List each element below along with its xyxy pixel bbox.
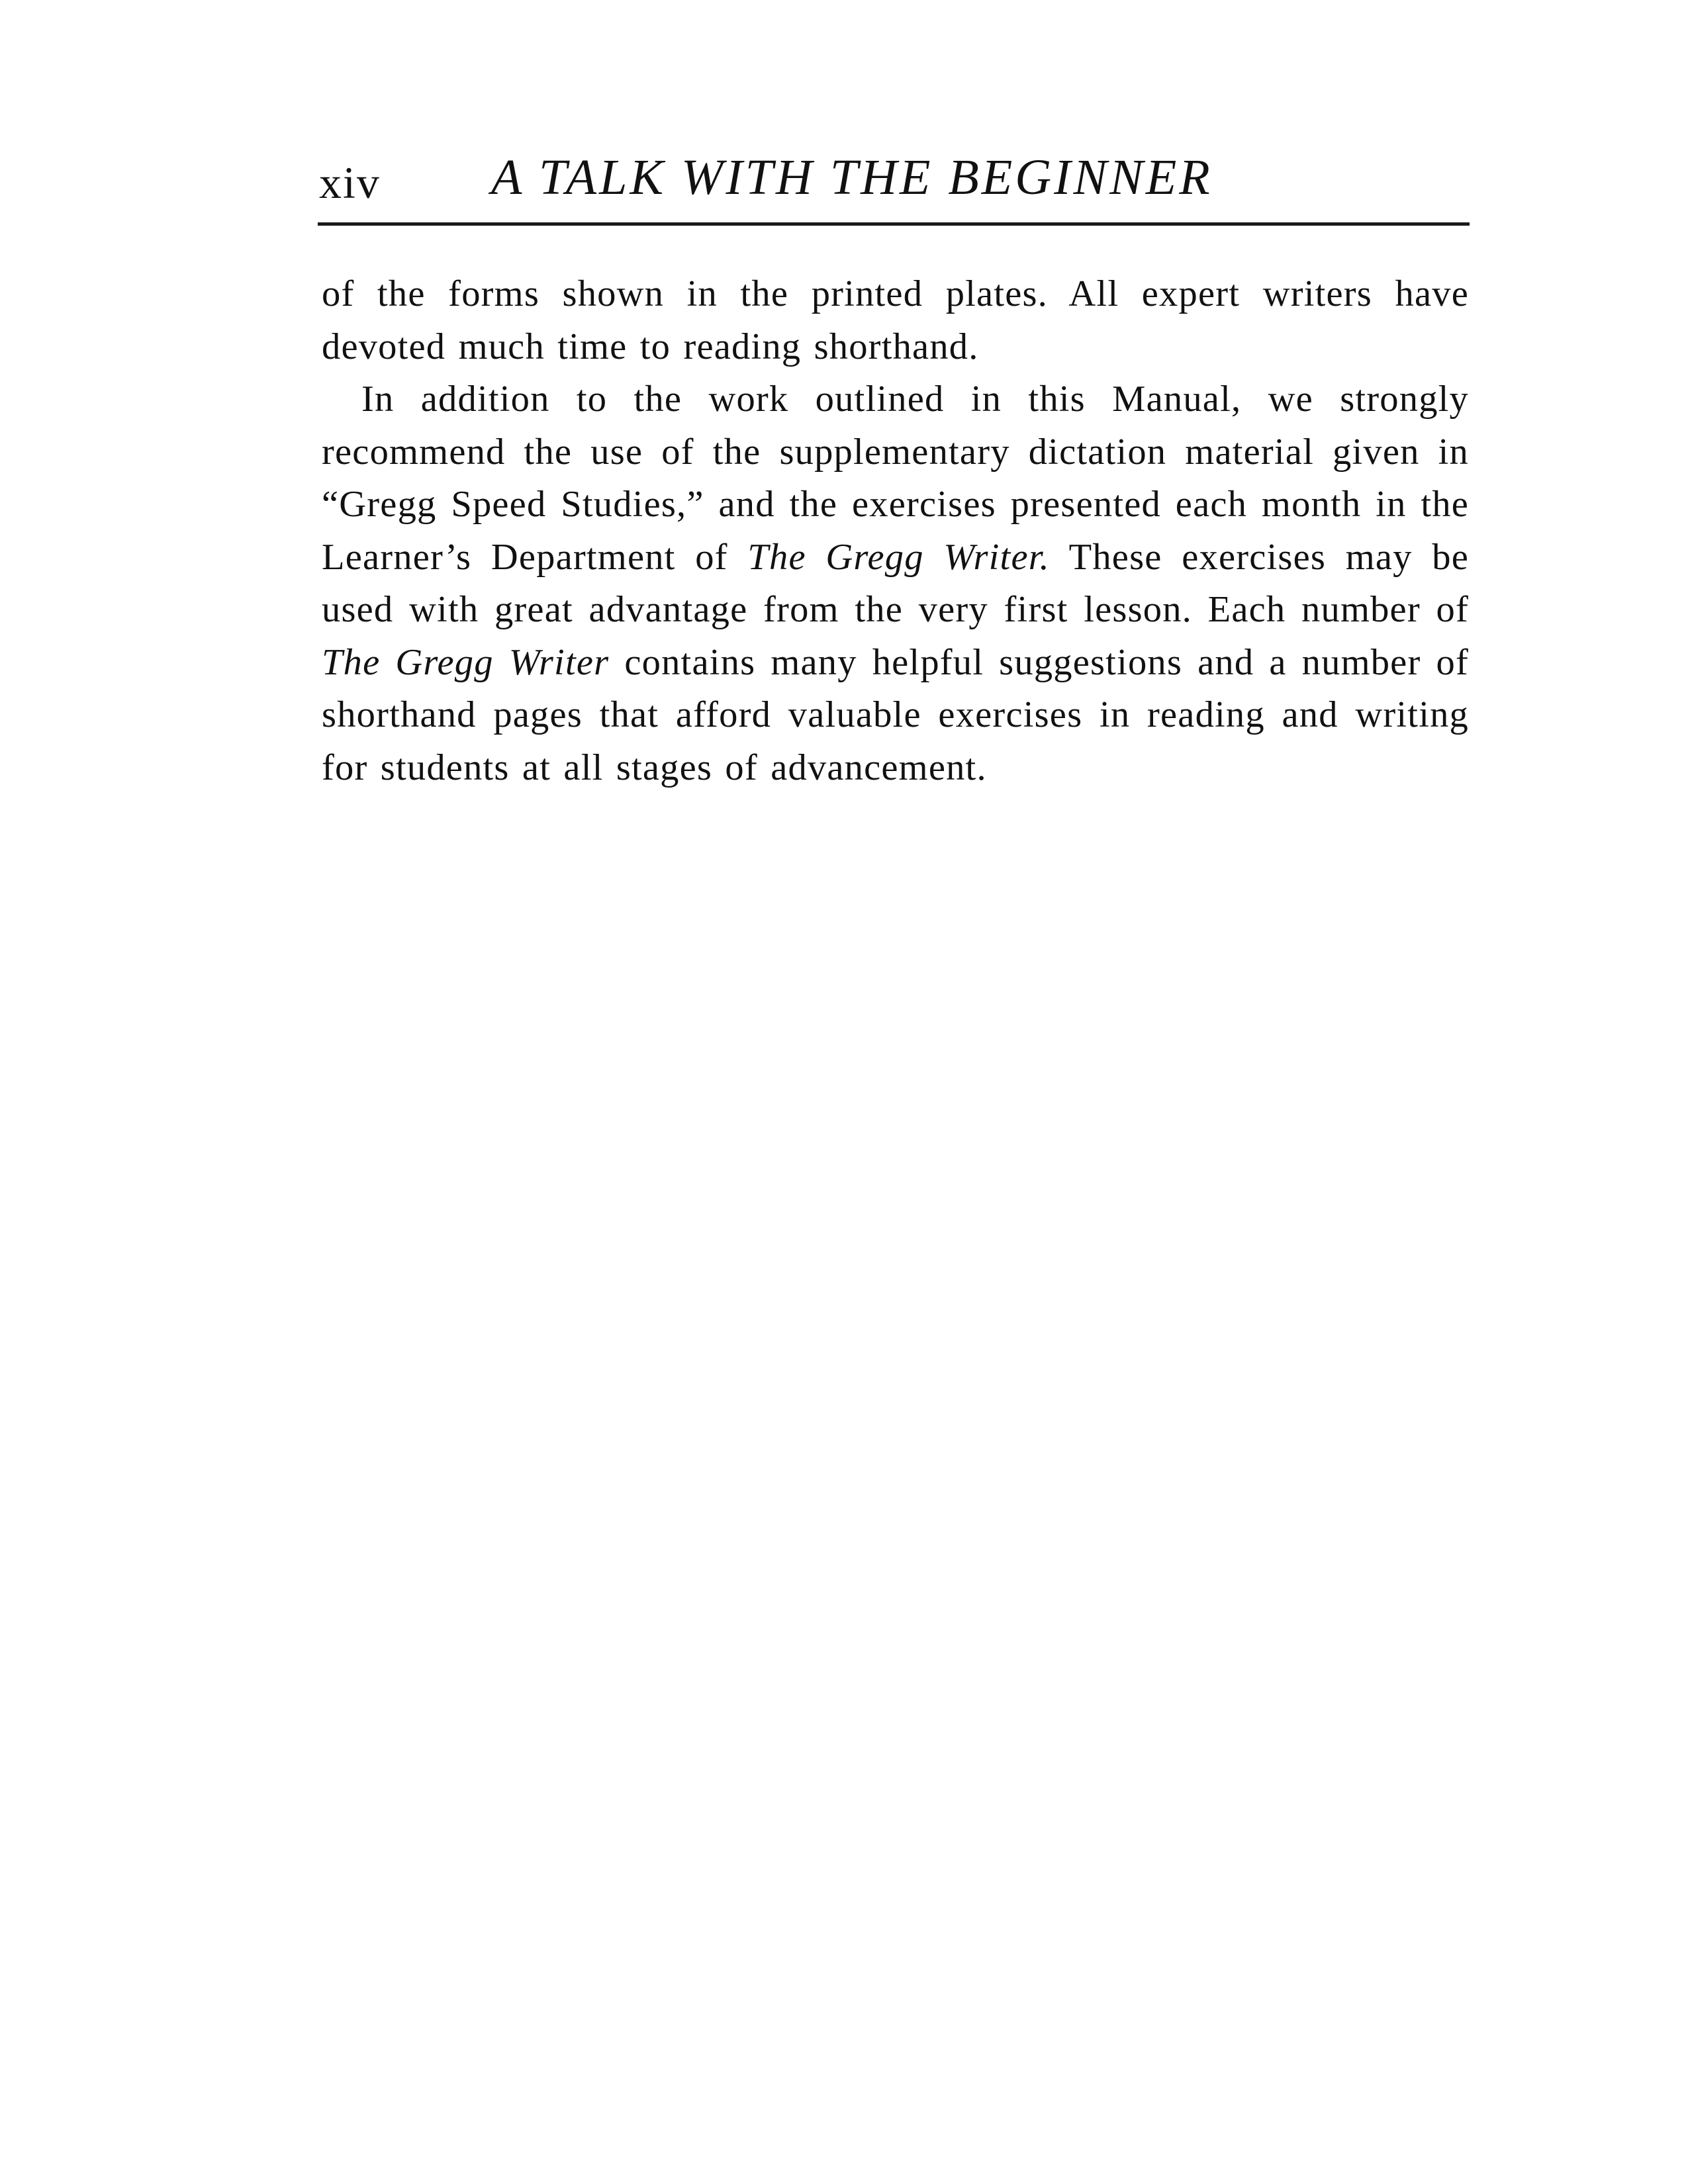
- paragraph-1-text: of the forms shown in the printed plates. All expert writers have devoted much time to reading shorthand.: [322, 273, 1469, 367]
- paragraph-continued: [322, 268, 1469, 373]
- paragraph-2-part-1: In addition to the work outlined in this Manual, we strongly recommend the use of the supplementary dictation material given in “Gregg Speed Studies,” and the exercises presented each month in the Learner’s Department of: [322, 379, 1469, 578]
- running-head: [318, 144, 1470, 226]
- magazine-title-italic: The Gregg Writer.: [747, 536, 1050, 578]
- paragraph-2-part-3: contains many helpful suggestions and a number of shorthand pages that afford valuable exercises in reading and writing for students at all stages of advancement.: [322, 641, 1469, 788]
- magazine-title-italic-2: The Gregg Writer: [322, 641, 610, 683]
- chapter-title: A TALK WITH THE BEGINNER: [491, 150, 1213, 205]
- page-number: xiv: [319, 158, 381, 208]
- paragraph-recommendation: [322, 373, 1469, 794]
- paragraph-2-part-2: These exercises may be used with great advantage from the very first lesson. Each number of: [322, 536, 1470, 630]
- body-text: [322, 268, 1469, 794]
